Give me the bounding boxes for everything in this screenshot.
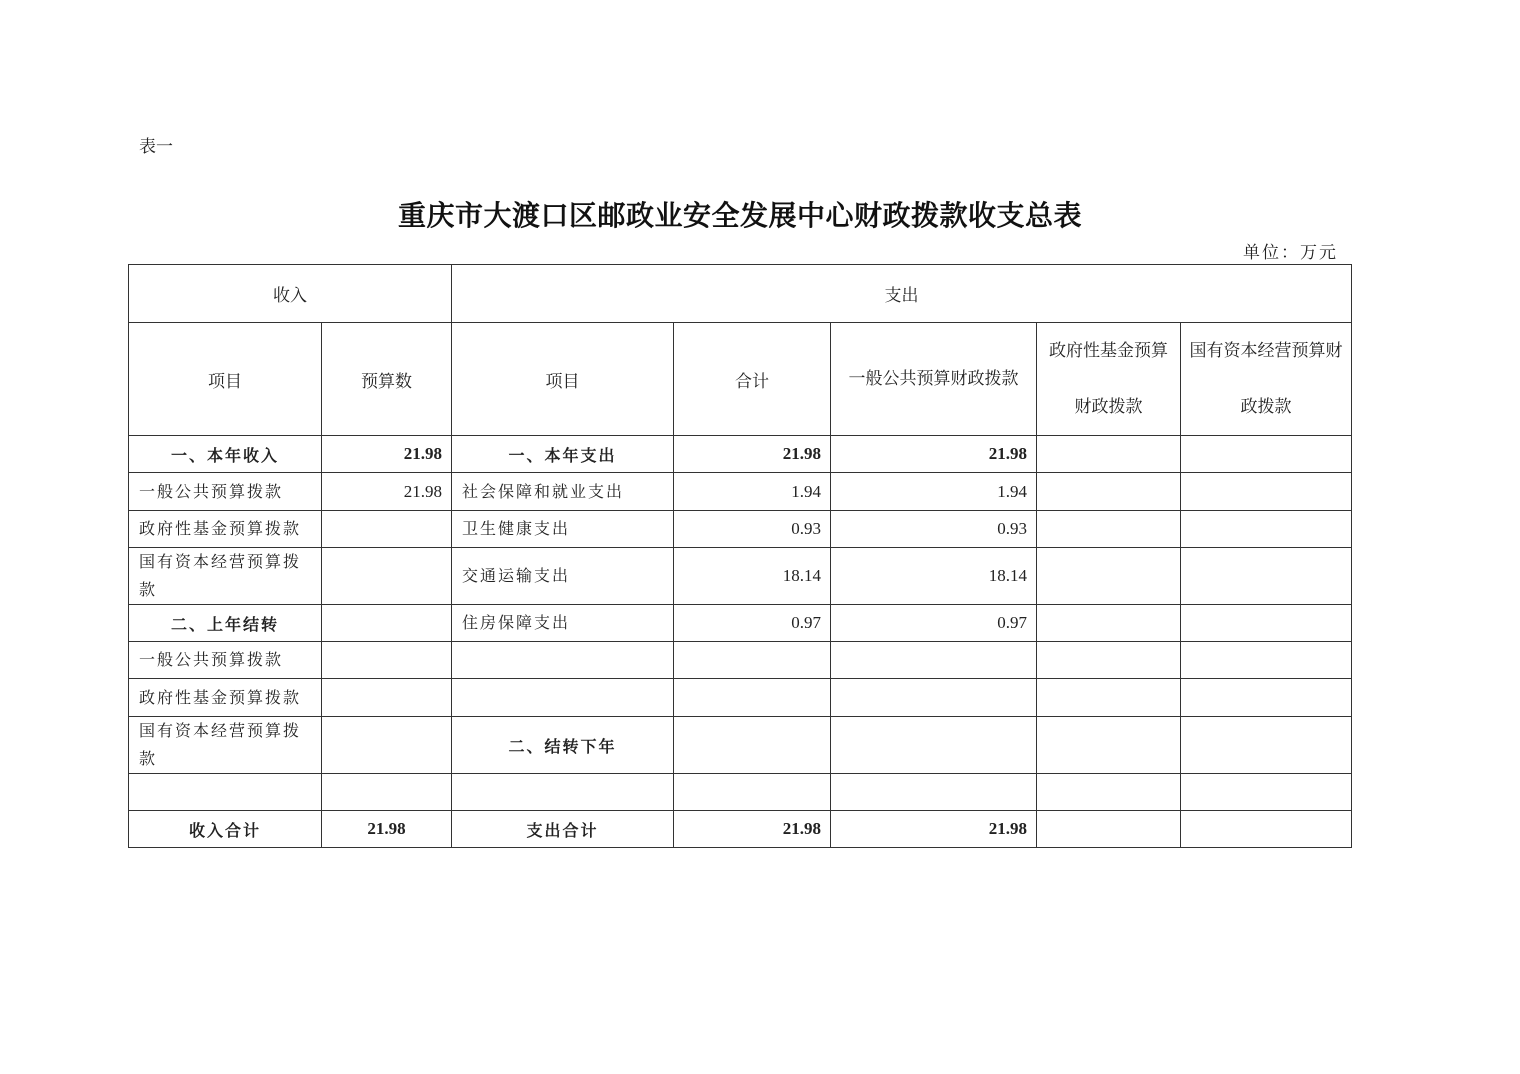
gov-fund-value xyxy=(1037,473,1181,511)
general-budget-value: 18.14 xyxy=(831,548,1037,605)
expense-header: 支出 xyxy=(452,265,1352,323)
income-budget: 21.98 xyxy=(322,473,452,511)
state-capital-value xyxy=(1181,774,1352,811)
gov-fund-value xyxy=(1037,511,1181,548)
income-budget: 21.98 xyxy=(322,436,452,473)
state-capital-value xyxy=(1181,436,1352,473)
expense-total: 21.98 xyxy=(674,436,831,473)
state-capital-value xyxy=(1181,811,1352,848)
income-budget xyxy=(322,511,452,548)
fiscal-summary-table xyxy=(128,264,1352,848)
expense-total: 0.97 xyxy=(674,605,831,642)
state-capital-value xyxy=(1181,642,1352,679)
expense-total-header: 合计 xyxy=(674,323,831,436)
general-budget-value xyxy=(831,679,1037,717)
state-capital-value xyxy=(1181,679,1352,717)
expense-item: 住房保障支出 xyxy=(452,605,674,642)
state-capital-header: 国有资本经营预算财政拨款 xyxy=(1181,323,1352,436)
income-item: 国有资本经营预算拨款 xyxy=(129,548,322,605)
income-item: 二、上年结转 xyxy=(129,605,322,642)
income-budget xyxy=(322,642,452,679)
gov-fund-value xyxy=(1037,717,1181,774)
income-item: 一般公共预算拨款 xyxy=(129,642,322,679)
income-budget xyxy=(322,605,452,642)
income-item: 一、本年收入 xyxy=(129,436,322,473)
state-capital-value xyxy=(1181,605,1352,642)
state-capital-value xyxy=(1181,473,1352,511)
table-row xyxy=(129,642,1352,679)
table-number-label: 表一 xyxy=(139,137,173,157)
state-capital-value xyxy=(1181,717,1352,774)
income-total-label: 收入合计 xyxy=(129,811,322,848)
table-row xyxy=(129,605,1352,642)
expense-item-header: 项目 xyxy=(452,323,674,436)
table-row xyxy=(129,473,1352,511)
general-budget-value: 0.93 xyxy=(831,511,1037,548)
income-item xyxy=(129,774,322,811)
gov-fund-value xyxy=(1037,605,1181,642)
expense-item: 一、本年支出 xyxy=(452,436,674,473)
expense-item xyxy=(452,774,674,811)
expense-total: 18.14 xyxy=(674,548,831,605)
gov-fund-value xyxy=(1037,811,1181,848)
expense-total: 0.93 xyxy=(674,511,831,548)
table-row xyxy=(129,774,1352,811)
income-item-header: 项目 xyxy=(129,323,322,436)
table-row-total xyxy=(129,811,1352,848)
expense-total: 21.98 xyxy=(674,811,831,848)
general-budget-value xyxy=(831,642,1037,679)
income-item: 政府性基金预算拨款 xyxy=(129,679,322,717)
expense-item xyxy=(452,679,674,717)
expense-item: 二、结转下年 xyxy=(452,717,674,774)
income-item: 一般公共预算拨款 xyxy=(129,473,322,511)
gov-fund-value xyxy=(1037,642,1181,679)
general-budget-value: 1.94 xyxy=(831,473,1037,511)
income-budget xyxy=(322,774,452,811)
income-budget xyxy=(322,679,452,717)
page-title: 重庆市大渡口区邮政业安全发展中心财政拨款收支总表 xyxy=(397,199,1082,232)
income-budget xyxy=(322,548,452,605)
unit-label: 单位：万元 xyxy=(1243,243,1338,263)
table-row xyxy=(129,511,1352,548)
expense-total xyxy=(674,717,831,774)
expense-item xyxy=(452,642,674,679)
gov-fund-value xyxy=(1037,436,1181,473)
state-capital-value xyxy=(1181,548,1352,605)
general-budget-value: 21.98 xyxy=(831,811,1037,848)
expense-total xyxy=(674,642,831,679)
gov-fund-value xyxy=(1037,774,1181,811)
general-budget-value: 0.97 xyxy=(831,605,1037,642)
income-header: 收入 xyxy=(129,265,452,323)
income-budget-header: 预算数 xyxy=(322,323,452,436)
table-row xyxy=(129,679,1352,717)
general-budget-value xyxy=(831,717,1037,774)
gov-fund-header: 政府性基金预算财政拨款 xyxy=(1037,323,1181,436)
expense-item: 社会保障和就业支出 xyxy=(452,473,674,511)
gov-fund-value xyxy=(1037,679,1181,717)
table-row xyxy=(129,436,1352,473)
income-item: 政府性基金预算拨款 xyxy=(129,511,322,548)
state-capital-value xyxy=(1181,511,1352,548)
income-total-value: 21.98 xyxy=(322,811,452,848)
expense-total: 1.94 xyxy=(674,473,831,511)
expense-total xyxy=(674,679,831,717)
table-row xyxy=(129,548,1352,605)
expense-total xyxy=(674,774,831,811)
general-budget-value xyxy=(831,774,1037,811)
general-budget-value: 21.98 xyxy=(831,436,1037,473)
expense-item: 卫生健康支出 xyxy=(452,511,674,548)
gov-fund-value xyxy=(1037,548,1181,605)
expense-total-label: 支出合计 xyxy=(452,811,674,848)
income-budget xyxy=(322,717,452,774)
table-row xyxy=(129,717,1352,774)
expense-item: 交通运输支出 xyxy=(452,548,674,605)
general-budget-header: 一般公共预算财政拨款 xyxy=(831,323,1037,436)
income-item: 国有资本经营预算拨款 xyxy=(129,717,322,774)
